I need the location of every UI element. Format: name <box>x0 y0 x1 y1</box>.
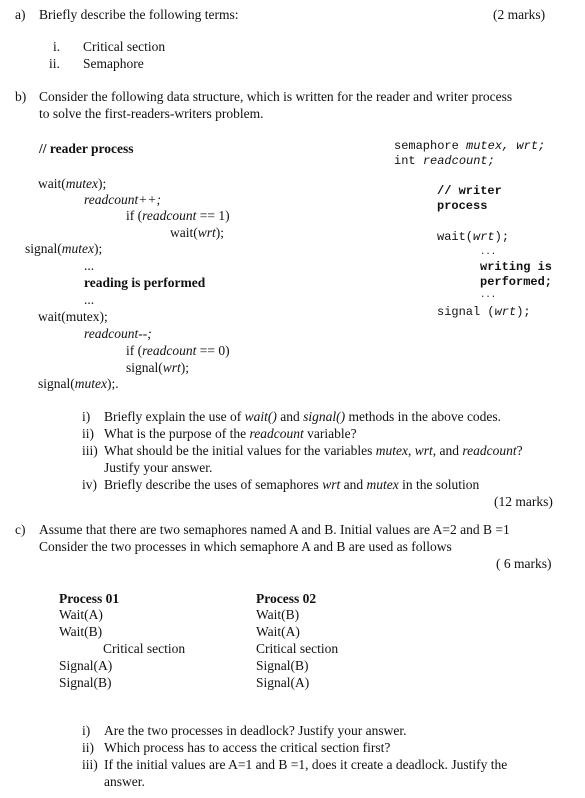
question-text: Briefly explain the use of wait() and signal() methods in the above codes. <box>104 409 502 424</box>
writer-title: // writer <box>437 184 502 198</box>
question-text: Which process has to access the critical section first? <box>104 740 391 755</box>
reader-code-line: wait(wrt); <box>170 225 225 240</box>
process-01-line: Signal(B) <box>59 675 112 690</box>
part-b-text: Consider the following data structure, which is written for the reader and writer process <box>39 89 513 104</box>
reader-code-line: if (readcount == 1) <box>126 208 230 223</box>
part-c-label: c) <box>15 522 26 537</box>
question-num: ii) <box>82 740 94 755</box>
process-01-line: Critical section <box>103 641 186 656</box>
writer-code-line: writing is <box>480 260 553 274</box>
writer-code-line: performed; <box>480 275 553 289</box>
reader-code-line: reading is performed <box>84 275 206 290</box>
process-02-title: Process 02 <box>256 591 317 606</box>
question-num: i) <box>82 409 91 424</box>
reader-code-line: signal(wrt); <box>126 360 190 375</box>
process-02-line: Wait(A) <box>256 624 300 639</box>
question-num: iv) <box>82 477 97 492</box>
writer-title: process <box>437 199 488 213</box>
reader-code-line: wait(mutex); <box>38 176 107 191</box>
reader-code-line: ... <box>84 258 95 273</box>
part-a-item: Critical section <box>83 39 166 54</box>
part-a-label: a) <box>15 7 26 22</box>
part-a-text: Briefly describe the following terms: <box>39 7 239 22</box>
reader-code-line: signal(mutex);. <box>38 376 119 391</box>
question-text: What is the purpose of the readcount variable? <box>104 426 357 441</box>
question-text: Are the two processes in deadlock? Justify your answer. <box>104 723 407 738</box>
process-02-line: Critical section <box>256 641 339 656</box>
part-b-text: to solve the first-readers-writers problem. <box>39 106 264 121</box>
part-b-label: b) <box>15 89 27 104</box>
writer-code-line: ... <box>480 247 497 257</box>
part-a-item: Semaphore <box>83 56 144 71</box>
question-text: answer. <box>104 774 145 789</box>
reader-code-line: if (readcount == 0) <box>126 343 230 358</box>
part-a-marks: (2 marks) <box>493 7 546 22</box>
part-c-marks: ( 6 marks) <box>496 556 552 571</box>
process-02-line: Wait(B) <box>256 607 300 622</box>
question-text: If the initial values are A=1 and B =1, does it create a deadlock. Justify the <box>104 757 508 772</box>
reader-code-line: readcount++; <box>84 192 161 207</box>
reader-code-line: ... <box>84 292 95 307</box>
decl-line: int readcount; <box>394 154 495 168</box>
process-01-line: Signal(A) <box>59 658 113 673</box>
part-a-item-num: i. <box>53 39 61 54</box>
reader-title: // reader process <box>39 141 134 156</box>
process-02-line: Signal(B) <box>256 658 309 673</box>
part-c-text: Assume that there are two semaphores named A and B. Initial values are A=2 and B =1 <box>39 522 510 537</box>
reader-code-line: signal(mutex); <box>25 241 103 256</box>
question-num: i) <box>82 723 91 738</box>
question-num: iii) <box>82 443 98 458</box>
part-b-marks: (12 marks) <box>494 494 553 509</box>
reader-code-line: readcount--; <box>84 326 152 341</box>
process-01-line: Wait(B) <box>59 624 103 639</box>
question-num: iii) <box>82 757 98 772</box>
writer-code-line: wait(wrt); <box>437 230 510 244</box>
question-text: Briefly describe the uses of semaphores wrt and mutex in the solution <box>104 477 480 492</box>
question-text: What should be the initial values for the variables mutex, wrt, and readcount? <box>104 443 523 458</box>
decl-line: semaphore mutex, wrt; <box>394 139 546 153</box>
writer-code-line: signal (wrt); <box>437 305 531 319</box>
process-01-title: Process 01 <box>59 591 120 606</box>
part-a-item-num: ii. <box>49 56 60 71</box>
question-text: Justify your answer. <box>104 460 213 475</box>
writer-code-line: ... <box>480 290 497 300</box>
part-c-text: Consider the two processes in which semaphore A and B are used as follows <box>39 539 452 554</box>
question-num: ii) <box>82 426 94 441</box>
reader-code-line: wait(mutex); <box>38 309 108 324</box>
process-02-line: Signal(A) <box>256 675 310 690</box>
process-01-line: Wait(A) <box>59 607 103 622</box>
